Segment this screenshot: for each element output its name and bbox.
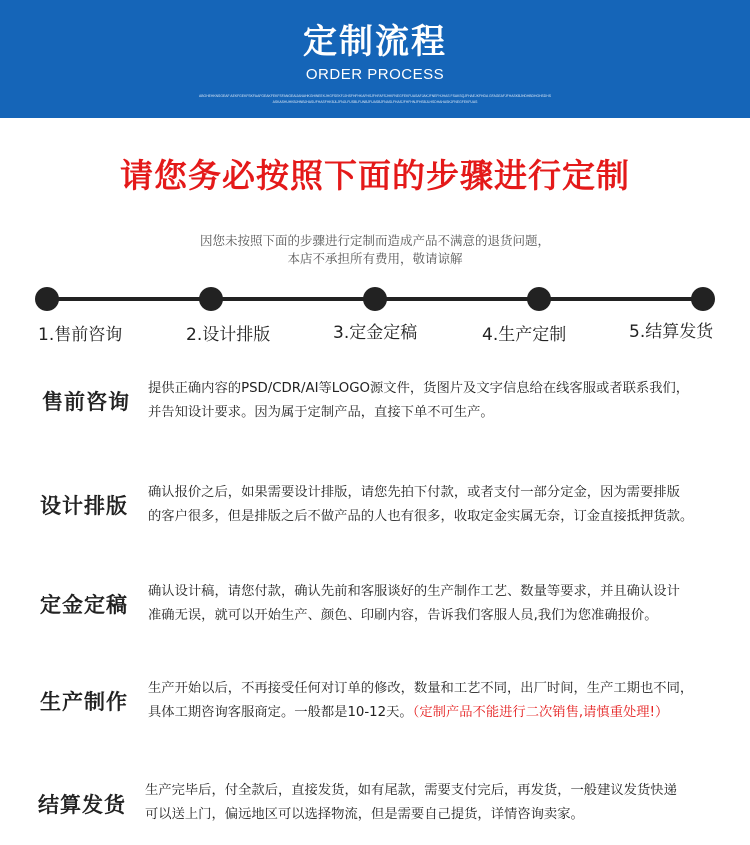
step-3-dot — [363, 287, 387, 311]
section-text-line: 并告知设计要求。因为属于定制产品，直接下单不可生产。 — [148, 405, 494, 420]
step-2-label: 2.设计排版 — [186, 325, 271, 345]
banner-fine-print-line-2: ASKASHUHKBJHNBJHASUFHASFHKBJLJFNJLFUSBLFUNBJFUASBJFNASLFHASJFHFHNJFHSBJLHSDHAHASKJFNEGFEKFUAS — [272, 100, 478, 104]
section-body-production — [148, 677, 728, 725]
step-5-dot — [691, 287, 715, 311]
banner-title: 定制流程 — [303, 22, 447, 62]
step-2-dot — [199, 287, 223, 311]
section-title-design: 设计排版 — [40, 494, 128, 518]
page-headline: 请您务必按照下面的步骤进行定制 — [120, 156, 630, 195]
notice-text — [0, 232, 750, 268]
section-text-line: 生产完毕后，付全款后，直接发货，如有尾款，需要支付完后，再发货，一般建议发货快递 — [145, 783, 677, 798]
section-text-line: 生产开始以后，不再接受任何对订单的修改，数量和工艺不同，出厂时间，生产工期也不同， — [148, 681, 694, 696]
section-body-deposit — [148, 580, 728, 628]
section-text-line — [148, 701, 728, 725]
notice-line-1: 因您未按照下面的步骤进行定制而造成产品不满意的退货问题， — [199, 233, 550, 248]
production-duration-text: 具体工期咨询客服商定。一般都是10-12天。 — [148, 705, 413, 720]
banner-subtitle: ORDER PROCESS — [305, 66, 445, 83]
section-body-design — [148, 481, 728, 529]
step-4-dot — [527, 287, 551, 311]
step-3-label: 3.定金定稿 — [333, 323, 418, 343]
banner-fine-print-line-1: ABGHEHKNSGEAF AEKFGEKFSKFAAFGEAKFEKFSFANGEAIJANAHKGHINEEKJHGFSEKFJJHSFHFHKAFHSJFHFAFSJHKFNEGFEKFUASAFJAKJFNEFHJHAS FSAKSQJFHAEJKFHDA GFAGEAFJFHASKBJHDHBDHGHSDHS — [199, 94, 551, 98]
section-text-line: 确认设计稿，请您付款，确认先前和客服谈好的生产制作工艺、数量等要求，并且确认设计 — [148, 584, 680, 599]
section-title-shipping: 结算发货 — [38, 793, 126, 817]
step-4-label: 4.生产定制 — [482, 325, 567, 345]
section-text-line: 可以送上门，偏远地区可以选择物流，但是需要自己提货，详情咨询卖家。 — [145, 807, 584, 822]
process-timeline — [0, 280, 750, 350]
section-body-shipping — [145, 779, 725, 827]
section-text-line: 确认报价之后，如果需要设计排版，请您先拍下付款，或者支付一部分定金，因为需要排版 — [148, 485, 680, 500]
step-5-label: 5.结算发货 — [629, 322, 714, 342]
section-text-line: 准确无误，就可以开始生产、颜色、印刷内容，告诉我们客服人员,我们为您准确报价。 — [148, 608, 658, 623]
section-title-deposit: 定金定稿 — [40, 593, 128, 617]
step-1-dot — [35, 287, 59, 311]
section-text-line: 提供正确内容的PSD/CDR/AI等LOGO源文件，货图片及文字信息给在线客服或者联系我们， — [148, 381, 690, 396]
section-body-presale — [148, 377, 728, 425]
notice-line-2: 本店不承担所有费用，敬请谅解 — [287, 251, 463, 266]
step-1-label: 1.售前咨询 — [38, 325, 123, 345]
section-text-line: 的客户很多，但是排版之后不做产品的人也有很多，收取定金实属无奈，订金直接抵押货款。 — [148, 509, 694, 524]
section-title-presale: 售前咨询 — [42, 390, 130, 414]
header-banner — [0, 0, 750, 118]
resale-warning: （定制产品不能进行二次销售,请慎重处理!） — [412, 705, 669, 720]
section-title-production: 生产制作 — [40, 690, 128, 714]
